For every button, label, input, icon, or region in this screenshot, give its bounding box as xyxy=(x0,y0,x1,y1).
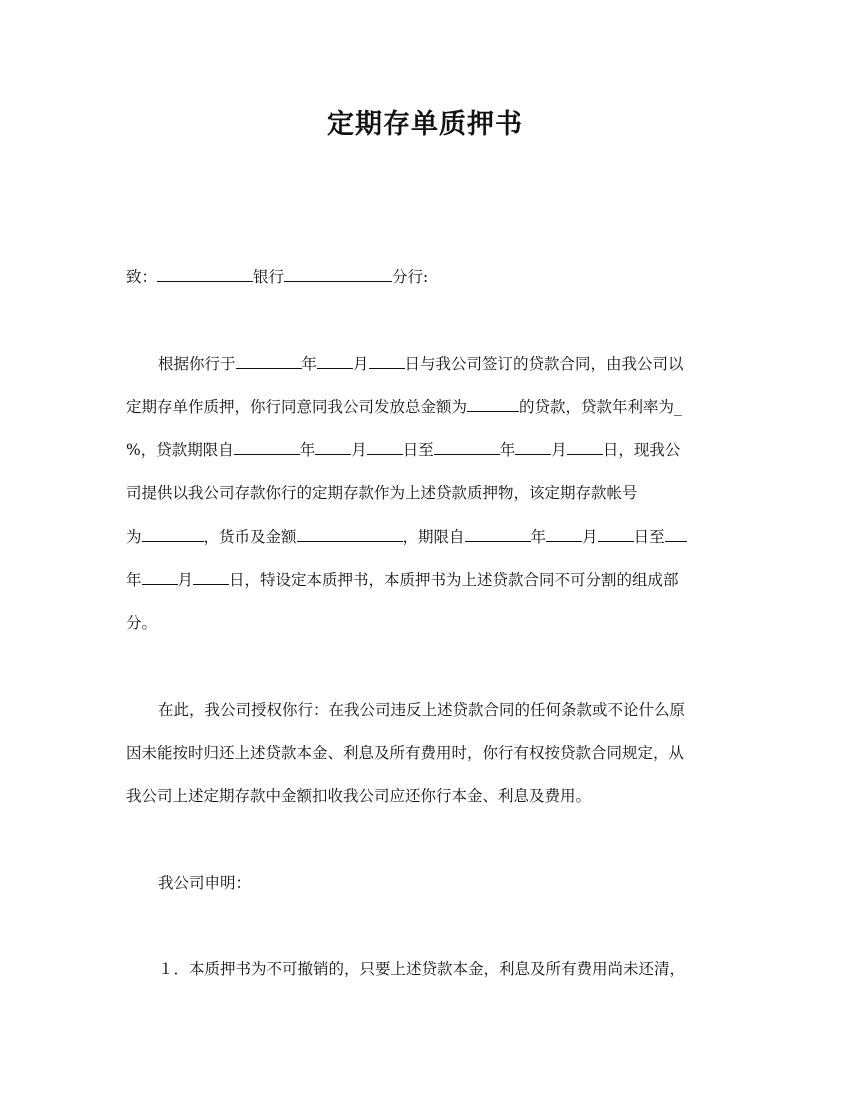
text: 年 xyxy=(499,441,516,459)
para2-line1: 在此，我公司授权你行：在我公司违反上述贷款合同的任何条款或不论什么原 xyxy=(158,701,686,719)
text: %，贷款期限自 xyxy=(126,441,234,459)
text: ，期限自 xyxy=(402,528,465,546)
text: 月 xyxy=(582,528,598,546)
text: 年 xyxy=(299,441,316,459)
text: 日，现我公 xyxy=(602,441,681,459)
blank-amount xyxy=(467,397,519,412)
para1-line2 xyxy=(126,397,682,417)
blank-month xyxy=(317,354,353,369)
blank-day xyxy=(369,354,405,369)
declaration-heading: 我公司申明： xyxy=(158,874,252,892)
declaration-item-1: １．本质押书为不可撤销的，只要上述贷款本金，利息及所有费用尚未还清， xyxy=(158,960,686,978)
text: 为 xyxy=(126,528,142,546)
text: 定期存单作质押，你行同意同我公司发放总金额为 xyxy=(126,398,468,416)
para1-line1 xyxy=(158,354,726,374)
text: 日至 xyxy=(633,528,665,546)
text: ，货币及金额 xyxy=(203,528,297,546)
blank-day xyxy=(567,440,603,455)
para1-line5 xyxy=(126,527,687,547)
text: 月 xyxy=(351,441,367,459)
blank-day xyxy=(598,527,634,542)
text: 日与我公司签订的贷款合同，由我公司以 xyxy=(404,355,684,373)
text: 年 xyxy=(530,528,547,546)
bank-name-blank xyxy=(157,267,253,282)
para1-line6 xyxy=(126,570,679,590)
blank-year xyxy=(236,354,302,369)
para2-line3: 我公司上述定期存款中金额扣收我公司应还你行本金、利息及费用。 xyxy=(126,787,592,805)
blank-month xyxy=(315,440,351,455)
blank-day xyxy=(193,570,229,585)
para1-line7: 分。 xyxy=(126,614,158,632)
text: 日至 xyxy=(402,441,434,459)
text: 月 xyxy=(177,571,194,589)
salutation-line xyxy=(126,267,428,287)
text: 月 xyxy=(551,441,567,459)
salutation-branch: 分行: xyxy=(392,268,429,286)
blank-month xyxy=(515,440,551,455)
text: 月 xyxy=(353,355,369,373)
text: 的贷款，贷款年利率为_ xyxy=(519,398,682,416)
text: 日，特设定本质押书，本质押书为上述贷款合同不可分割的组成部 xyxy=(229,571,679,589)
blank-year xyxy=(234,440,300,455)
para1-line3 xyxy=(126,440,680,460)
blank-currency-amount xyxy=(297,527,403,542)
para1-line4: 司提供以我公司存款你行的定期存款作为上述贷款质押物，该定期存款帐号 xyxy=(126,484,638,502)
text: 年 xyxy=(301,355,318,373)
blank-year xyxy=(665,527,687,542)
blank-day xyxy=(367,440,403,455)
text: 根据你行于 xyxy=(158,355,236,373)
branch-name-blank xyxy=(284,267,392,282)
blank-month xyxy=(546,527,582,542)
blank-account-number xyxy=(142,527,204,542)
blank-year xyxy=(434,440,500,455)
blank-year xyxy=(465,527,531,542)
blank-month xyxy=(142,570,178,585)
para2-line2: 因未能按时归还上述贷款本金、利息及所有费用时，你行有权按贷款合同规定，从 xyxy=(126,744,685,762)
salutation-bank: 银行 xyxy=(253,268,285,286)
page-title: 定期存单质押书 xyxy=(327,109,523,140)
text: 年 xyxy=(126,571,142,589)
salutation-prefix: 致： xyxy=(126,268,158,286)
